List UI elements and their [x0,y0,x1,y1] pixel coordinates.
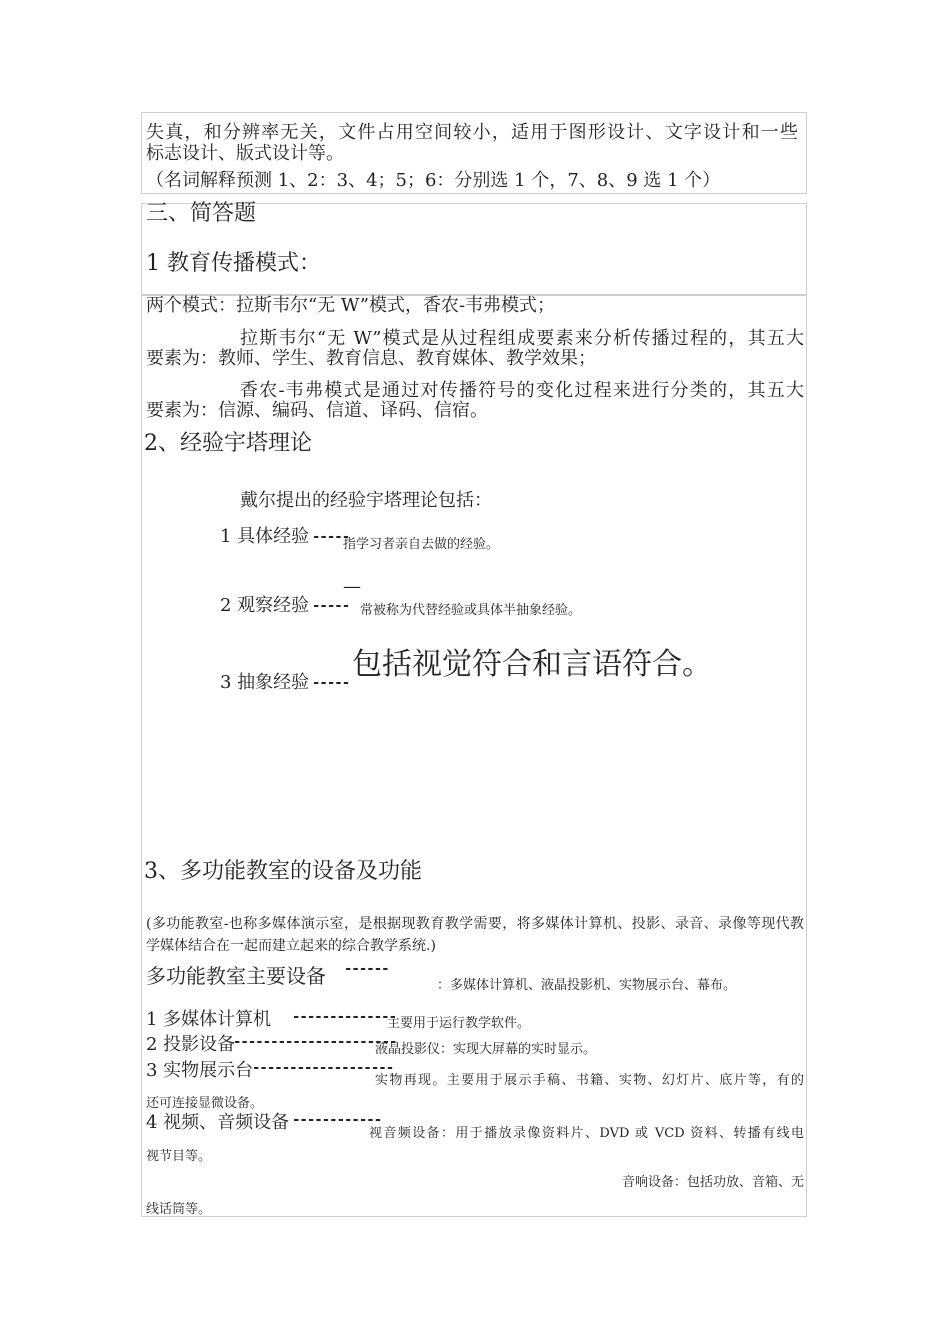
q3-desc-line-2: 学媒体结合在一起而建立起来的综合教学系统.) [146,938,436,954]
q1-line-4: 香农-韦弗模式是通过对传播符号的变化过程来进行分类的，其五大 [240,380,804,401]
q2-item-2-label: 2 观察经验 [220,595,310,616]
q2-item-2-dash: ----- [312,598,350,614]
q1-line-1: 两个模式：拉斯韦尔“无 W”模式，香农-韦弗模式； [146,295,556,316]
q3-item-3-desc: 实物再现。主要用于展示手稿、书籍、实物、幻灯片、底片等，有的 [375,1073,804,1088]
q3-main-label: 多功能教室主要设备 [146,964,326,988]
q2-intro: 戴尔提出的经验宇塔理论包括： [240,490,492,511]
intro-line-1: 失真，和分辨率无关，文件占用空间较小，适用于图形设计、文字设计和一些 [146,122,798,143]
q3-item-2-dash: ---------------------- [233,1034,397,1050]
intro-line-2: 标志设计、版式设计等。 [146,143,344,164]
q2-title: 2、经验宇塔理论 [144,431,312,456]
q3-audio-line-1: 音响设备：包括功放、音箱、无 [621,1175,804,1190]
q3-item-2-desc: 液晶投影仪：实现大屏幕的实时显示。 [375,1042,597,1057]
q2-item-1-label: 1 具体经验 [220,526,310,547]
q3-audio-line-2: 线话筒等。 [146,1202,212,1217]
intro-note: （名词解释预测 1、2：3、4；5；6：分别选 1 个，7、8、9 选 1 个） [146,170,721,191]
q2-item-1-desc: 指学习者亲自去做的经验。 [343,537,500,552]
q3-item-1-dash: -------------- [292,1009,397,1025]
q3-item-4-label: 4 视频、音频设备 [146,1112,290,1133]
q3-main-dash: ------ [344,961,389,977]
q1-line-5: 要素为：信源、编码、信道、译码、信宿。 [146,400,488,421]
q2-item-1-dash: ----- [312,529,350,545]
section-title: 三、简答题 [146,201,257,226]
q3-desc-line-1: (多功能教室-也称多媒体演示室，是根据现教育教学需要，将多媒体计算机、投影、录音、录像等现代教 [146,916,804,932]
q2-item-2-desc: 常被称为代替经验或具体半抽象经验。 [360,603,582,618]
q3-item-3-dash: ------------------- [252,1060,394,1076]
q3-item-4-desc: 视音频设备：用于播放录像资料片、DVD 或 VCD 资料、转播有线电 [369,1126,804,1141]
q2-item-2-mark: — [343,576,361,597]
q3-item-3-desc-cont: 还可连接显微设备。 [146,1096,264,1111]
q1-line-3: 要素为：教师、学生、教育信息、教育媒体、教学效果； [146,348,596,369]
q3-item-4-desc-cont: 视节目等。 [146,1149,212,1164]
q2-item-3-label: 3 抽象经验 [220,672,310,693]
q1-title: 1 教育传播模式： [146,251,321,276]
q3-item-1-desc: 主要用于运行教学软件。 [387,1016,531,1031]
q3-item-3-label: 3 实物展示台 [146,1060,254,1081]
q1-line-2: 拉斯韦尔“无 W”模式是从过程组成要素来分析传播过程的，其五大 [240,328,804,349]
q2-item-3-desc: 包括视觉符合和言语符合。 [352,647,712,682]
q2-item-3-dash: ----- [312,675,350,691]
q3-item-2-label: 2 投影设备 [146,1034,236,1055]
q3-title: 3、多功能教室的设备及功能 [144,859,422,884]
q3-main-value: ：多媒体计算机、液晶投影机、实物展示台、幕布。 [437,978,737,993]
q3-item-1-label: 1 多媒体计算机 [146,1009,272,1030]
q3-item-4-dash: ------------ [292,1112,382,1128]
